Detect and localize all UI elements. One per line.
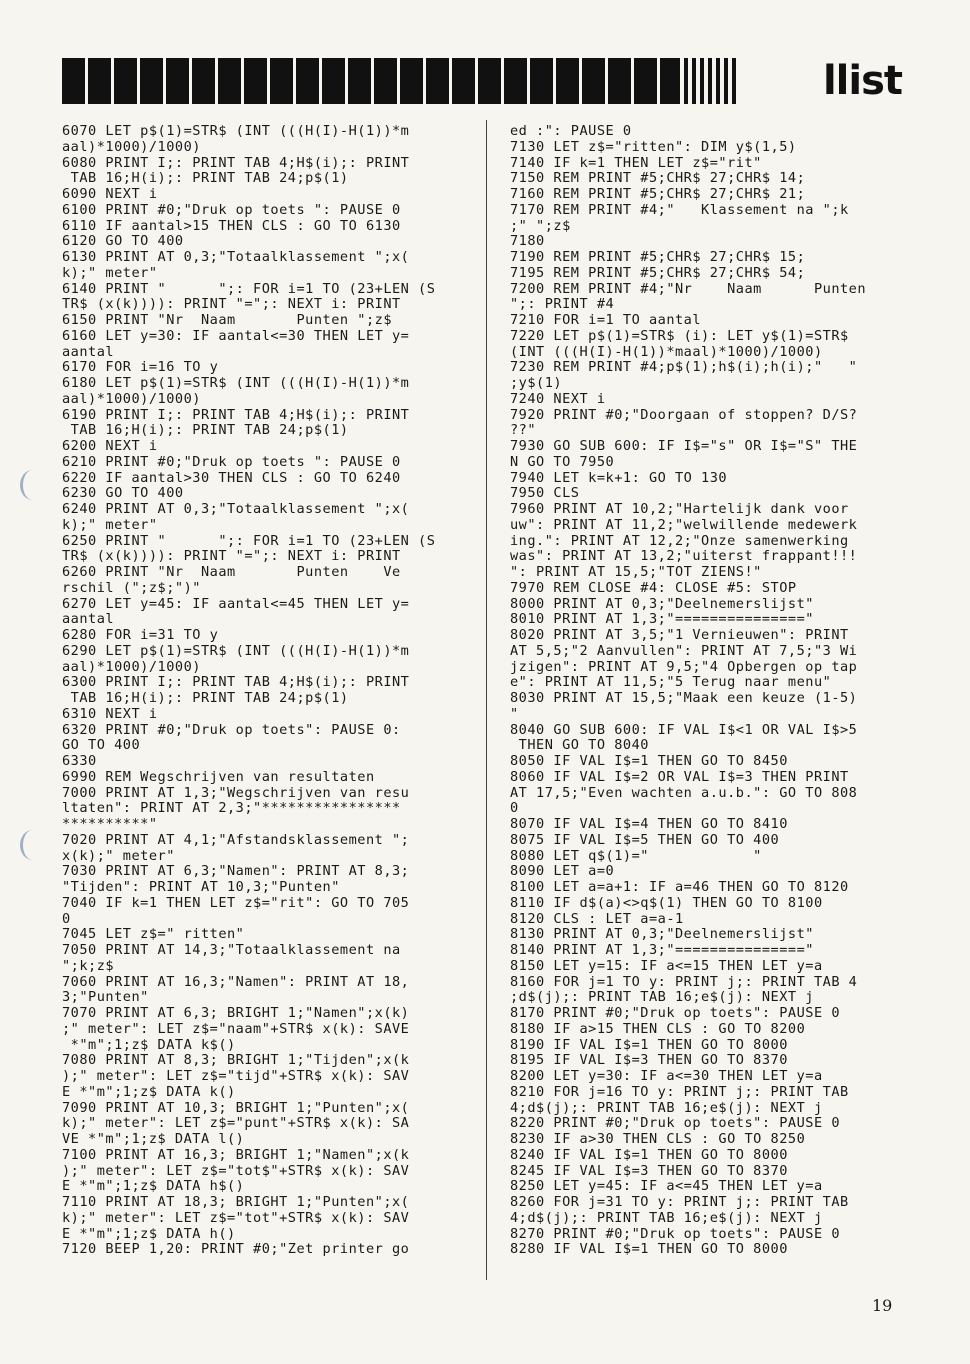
code-line: 8140 PRINT AT 1,3;"===============" bbox=[510, 942, 814, 958]
code-line: ;d$(j);: PRINT TAB 16;e$(j): NEXT j bbox=[510, 989, 814, 1006]
code-line: 6080 PRINT I;: PRINT TAB 4;H$(i);: PRINT bbox=[62, 154, 410, 171]
code-line: VE *"m";1;z$ DATA l() bbox=[62, 1131, 245, 1147]
punch-hole-mark bbox=[20, 470, 45, 500]
code-line: 6140 PRINT " ";: FOR i=1 TO (23+LEN (S bbox=[62, 280, 436, 297]
code-line: ";: PRINT #4 bbox=[510, 296, 615, 313]
page-header bbox=[62, 58, 902, 104]
code-line: ;y$(1) bbox=[510, 375, 563, 391]
code-line: 8080 LET q$(1)=" " bbox=[510, 847, 762, 864]
code-line: 7230 REM PRINT #4;p$(1);h$(i);h(i);" " bbox=[510, 359, 858, 376]
code-line: 6300 PRINT I;: PRINT TAB 4;H$(i);: PRINT bbox=[62, 674, 410, 691]
code-line: AT 5,5;"2 Aanvullen": PRINT AT 7,5;"3 Wi bbox=[510, 642, 858, 659]
code-line: k);" meter" bbox=[62, 516, 158, 533]
code-line: 7090 PRINT AT 10,3; BRIGHT 1;"Punten";x( bbox=[62, 1099, 410, 1116]
code-line: ;" ";z$ bbox=[510, 217, 571, 234]
code-line: 7170 REM PRINT #4;" Klassement na ";k bbox=[510, 201, 849, 218]
code-line: 6180 LET p$(1)=STR$ (INT (((H(I)-H(1))*m bbox=[62, 375, 410, 391]
code-line: 6230 GO TO 400 bbox=[62, 485, 184, 502]
header-bar-graphic-thin bbox=[676, 58, 736, 104]
code-line: ltaten": PRINT AT 2,3;"**************** bbox=[62, 800, 401, 817]
code-line: );" meter": LET z$="tijd"+STR$ x(k): SAV bbox=[62, 1068, 410, 1084]
code-line: 6210 PRINT #0;"Druk op toets ": PAUSE 0 bbox=[62, 453, 401, 470]
column-divider bbox=[486, 120, 487, 1280]
code-line: 4;d$(j);: PRINT TAB 16;e$(j): NEXT j bbox=[510, 1209, 823, 1226]
code-line: 8010 PRINT AT 1,3;"===============" bbox=[510, 611, 814, 628]
code-line: 6990 REM Wegschrijven van resultaten bbox=[62, 768, 375, 785]
code-line: E *"m";1;z$ DATA h$() bbox=[62, 1178, 245, 1195]
code-line: k);" meter": LET z$="punt"+STR$ x(k): SA bbox=[62, 1115, 410, 1132]
code-line: 3;"Punten" bbox=[62, 989, 149, 1006]
code-line: ing.": PRINT AT 12,2;"Onze samenwerking bbox=[510, 532, 849, 549]
code-line: *"m";1;z$ DATA k$() bbox=[62, 1036, 236, 1053]
code-line: 8050 IF VAL I$=1 THEN GO TO 8450 bbox=[510, 753, 788, 769]
code-line: 6160 LET y=30: IF aantal<=30 THEN LET y= bbox=[62, 327, 410, 344]
listing-left-column bbox=[62, 124, 452, 1258]
code-line: 7920 PRINT #0;"Doorgaan of stoppen? D/S? bbox=[510, 406, 858, 423]
code-line: 8100 LET a=a+1: IF a=46 THEN GO TO 8120 bbox=[510, 879, 849, 895]
code-line: 7210 FOR i=1 TO aantal bbox=[510, 312, 702, 328]
page-number: 19 bbox=[872, 1296, 893, 1315]
code-line: k);" meter" bbox=[62, 264, 158, 281]
code-line: 8130 PRINT AT 0,3;"Deelnemerslijst" bbox=[510, 926, 814, 943]
code-line: 7050 PRINT AT 14,3;"Totaalklassement na bbox=[62, 942, 401, 958]
code-line: **********" bbox=[62, 816, 158, 832]
punch-hole-mark bbox=[20, 830, 45, 860]
code-line: 6070 LET p$(1)=STR$ (INT (((H(I)-H(1))*m bbox=[62, 123, 410, 139]
code-line: ??" bbox=[510, 422, 537, 439]
code-line: jzigen": PRINT AT 9,5;"4 Opbergen op tap bbox=[510, 658, 858, 675]
code-line: 7060 PRINT AT 16,3;"Namen": PRINT AT 18, bbox=[62, 973, 410, 990]
code-line: 7110 PRINT AT 18,3; BRIGHT 1;"Punten";x( bbox=[62, 1194, 410, 1210]
code-line: 7070 PRINT AT 6,3; BRIGHT 1;"Namen";x(k) bbox=[62, 1005, 410, 1021]
code-line: 8070 IF VAL I$=4 THEN GO TO 8410 bbox=[510, 816, 788, 832]
code-line: 6290 LET p$(1)=STR$ (INT (((H(I)-H(1))*m bbox=[62, 642, 410, 659]
code-line: 6280 FOR i=31 TO y bbox=[62, 627, 219, 643]
code-line: rschil (";z$;")" bbox=[62, 579, 201, 596]
code-line: 7180 bbox=[510, 233, 545, 250]
header-bar-graphic bbox=[62, 58, 676, 104]
code-line: 7160 REM PRINT #5;CHR$ 27;CHR$ 21; bbox=[510, 186, 806, 202]
code-line: 8240 IF VAL I$=1 THEN GO TO 8000 bbox=[510, 1146, 788, 1163]
code-line: 7940 LET k=k+1: GO TO 130 bbox=[510, 469, 728, 486]
code-line: 7200 REM PRINT #4;"Nr Naam Punten bbox=[510, 280, 867, 297]
code-line: AT 17,5;"Even wachten a.u.b.": GO TO 808 bbox=[510, 784, 858, 801]
code-line: 8195 IF VAL I$=3 THEN GO TO 8370 bbox=[510, 1052, 788, 1069]
code-line: E *"m";1;z$ DATA h() bbox=[62, 1225, 236, 1242]
code-line: 7220 LET p$(1)=STR$ (i): LET y$(1)=STR$ bbox=[510, 327, 849, 344]
code-line: 7970 REM CLOSE #4: CLOSE #5: STOP bbox=[510, 579, 797, 596]
code-line: E *"m";1;z$ DATA k() bbox=[62, 1083, 236, 1100]
code-line: 7240 NEXT i bbox=[510, 390, 606, 407]
code-line: 4;d$(j);: PRINT TAB 16;e$(j): NEXT j bbox=[510, 1099, 823, 1116]
code-line: TAB 16;H(i);: PRINT TAB 24;p$(1) bbox=[62, 170, 349, 187]
code-line: 8040 GO SUB 600: IF VAL I$<1 OR VAL I$>5 bbox=[510, 721, 858, 738]
code-line: 0 bbox=[510, 800, 519, 817]
code-line: 8250 LET y=45: IF a<=45 THEN LET y=a bbox=[510, 1178, 823, 1195]
code-line: 7150 REM PRINT #5;CHR$ 27;CHR$ 14; bbox=[510, 170, 806, 187]
code-line: 8280 IF VAL I$=1 THEN GO TO 8000 bbox=[510, 1241, 788, 1258]
code-line: 6090 NEXT i bbox=[62, 186, 158, 202]
code-line: 8020 PRINT AT 3,5;"1 Vernieuwen": PRINT bbox=[510, 627, 849, 643]
code-line: 6100 PRINT #0;"Druk op toets ": PAUSE 0 bbox=[62, 201, 401, 218]
code-line: );" meter": LET z$="tot$"+STR$ x(k): SAV bbox=[62, 1162, 410, 1179]
code-line: TAB 16;H(i);: PRINT TAB 24;p$(1) bbox=[62, 422, 349, 439]
code-line: aal)*1000)/1000) bbox=[62, 390, 201, 407]
code-line: 7190 REM PRINT #5;CHR$ 27;CHR$ 15; bbox=[510, 249, 806, 265]
code-line: ": PRINT AT 15,5;"TOT ZIENS!" bbox=[510, 564, 762, 580]
code-line: 6270 LET y=45: IF aantal<=45 THEN LET y= bbox=[62, 595, 410, 612]
code-line: uw": PRINT AT 11,2;"welwillende medewerk bbox=[510, 516, 858, 533]
code-line: 6200 NEXT i bbox=[62, 438, 158, 454]
code-line: aal)*1000)/1000) bbox=[62, 658, 201, 675]
code-line: 6320 PRINT #0;"Druk op toets": PAUSE 0: bbox=[62, 721, 401, 738]
code-line: 8000 PRINT AT 0,3;"Deelnemerslijst" bbox=[510, 595, 814, 612]
code-line: 6330 bbox=[62, 753, 97, 769]
code-line: 7950 CLS bbox=[510, 485, 580, 502]
code-line: 8170 PRINT #0;"Druk op toets": PAUSE 0 bbox=[510, 1005, 840, 1021]
code-line: 8220 PRINT #0;"Druk op toets": PAUSE 0 bbox=[510, 1115, 840, 1132]
code-line: 8075 IF VAL I$=5 THEN GO TO 400 bbox=[510, 831, 780, 848]
code-line: aantal bbox=[62, 611, 115, 628]
code-line: 7040 IF k=1 THEN LET z$="rit": GO TO 705 bbox=[62, 894, 410, 911]
code-line: 7045 LET z$=" ritten" bbox=[62, 926, 245, 943]
code-line: 6220 IF aantal>30 THEN CLS : GO TO 6240 bbox=[62, 469, 401, 486]
code-line: 7020 PRINT AT 4,1;"Afstandsklassement "; bbox=[62, 831, 410, 848]
code-line: 7960 PRINT AT 10,2;"Hartelijk dank voor bbox=[510, 501, 849, 517]
code-line: 6130 PRINT AT 0,3;"Totaalklassement ";x( bbox=[62, 249, 410, 265]
code-line: 6250 PRINT " ";: FOR i=1 TO (23+LEN (S bbox=[62, 532, 436, 549]
code-line: 6110 IF aantal>15 THEN CLS : GO TO 6130 bbox=[62, 217, 401, 234]
code-line: aal)*1000)/1000) bbox=[62, 138, 201, 155]
code-line: 8110 IF d$(a)<>q$(1) THEN GO TO 8100 bbox=[510, 894, 823, 911]
code-line: k);" meter": LET z$="tot"+STR$ x(k): SAV bbox=[62, 1209, 410, 1226]
code-line: 6310 NEXT i bbox=[62, 705, 158, 722]
code-line: " bbox=[510, 705, 519, 722]
code-line: ";k;z$ bbox=[62, 957, 115, 974]
code-line: 8245 IF VAL I$=3 THEN GO TO 8370 bbox=[510, 1162, 788, 1179]
code-line: TAB 16;H(i);: PRINT TAB 24;p$(1) bbox=[62, 690, 349, 706]
code-line: 7130 LET z$="ritten": DIM y$(1,5) bbox=[510, 138, 797, 155]
code-line: 8150 LET y=15: IF a<=15 THEN LET y=a bbox=[510, 957, 823, 974]
code-line: x(k);" meter" bbox=[62, 847, 175, 864]
code-line: 8060 IF VAL I$=2 OR VAL I$=3 THEN PRINT bbox=[510, 768, 849, 785]
code-line: THEN GO TO 8040 bbox=[510, 737, 649, 754]
code-line: 7195 REM PRINT #5;CHR$ 27;CHR$ 54; bbox=[510, 264, 806, 281]
code-line: aantal bbox=[62, 343, 115, 360]
code-line: 8200 LET y=30: IF a<=30 THEN LET y=a bbox=[510, 1068, 823, 1084]
code-line: 6190 PRINT I;: PRINT TAB 4;H$(i);: PRINT bbox=[62, 406, 410, 423]
code-line: N GO TO 7950 bbox=[510, 453, 615, 470]
code-line: 8120 CLS : LET a=a-1 bbox=[510, 910, 684, 927]
code-line: 0 bbox=[62, 910, 71, 927]
code-line: ed :": PAUSE 0 bbox=[510, 123, 632, 139]
code-line: 8190 IF VAL I$=1 THEN GO TO 8000 bbox=[510, 1036, 788, 1053]
code-line: 8090 LET a=0 bbox=[510, 863, 615, 880]
code-line: 8270 PRINT #0;"Druk op toets": PAUSE 0 bbox=[510, 1225, 840, 1242]
code-line: 7000 PRINT AT 1,3;"Wegschrijven van resu bbox=[62, 784, 410, 801]
listing-right-column bbox=[510, 124, 905, 1258]
code-line: 8230 IF a>30 THEN CLS : GO TO 8250 bbox=[510, 1131, 806, 1147]
code-line: 6170 FOR i=16 TO y bbox=[62, 359, 219, 376]
section-tag: llist bbox=[822, 58, 902, 104]
code-line: e": PRINT AT 11,5;"5 Terug naar menu" bbox=[510, 674, 832, 691]
code-line: 8180 IF a>15 THEN CLS : GO TO 8200 bbox=[510, 1020, 806, 1037]
code-line: 8160 FOR j=1 TO y: PRINT j;: PRINT TAB 4 bbox=[510, 973, 858, 990]
code-line: 7140 IF k=1 THEN LET z$="rit" bbox=[510, 154, 762, 171]
code-line: TR$ (x(k)))): PRINT "=";: NEXT i: PRINT bbox=[62, 548, 401, 565]
code-line: 6240 PRINT AT 0,3;"Totaalklassement ";x( bbox=[62, 501, 410, 517]
code-line: 7080 PRINT AT 8,3; BRIGHT 1;"Tijden";x(k bbox=[62, 1052, 410, 1069]
code-line: 7030 PRINT AT 6,3;"Namen": PRINT AT 8,3; bbox=[62, 863, 410, 880]
code-line: 8030 PRINT AT 15,5;"Maak een keuze (1-5) bbox=[510, 690, 858, 706]
code-line: GO TO 400 bbox=[62, 737, 141, 754]
code-line: 6150 PRINT "Nr Naam Punten ";z$ bbox=[62, 312, 392, 328]
code-line: "Tijden": PRINT AT 10,3;"Punten" bbox=[62, 879, 340, 895]
code-line: 8210 FOR j=16 TO y: PRINT j;: PRINT TAB bbox=[510, 1083, 849, 1100]
code-line: (INT (((H(I)-H(1))*maal)*1000)/1000) bbox=[510, 343, 823, 360]
code-line: 6120 GO TO 400 bbox=[62, 233, 184, 250]
code-line: 7930 GO SUB 600: IF I$="s" OR I$="S" THE bbox=[510, 438, 858, 454]
code-line: was": PRINT AT 13,2;"uiterst frappant!!! bbox=[510, 548, 858, 565]
code-line: 6260 PRINT "Nr Naam Punten Ve bbox=[62, 564, 401, 580]
code-line: 8260 FOR j=31 TO y: PRINT j;: PRINT TAB bbox=[510, 1194, 849, 1210]
code-line: 7120 BEEP 1,20: PRINT #0;"Zet printer go bbox=[62, 1241, 410, 1258]
code-line: 7100 PRINT AT 16,3; BRIGHT 1;"Namen";x(k bbox=[62, 1146, 410, 1163]
code-line: ;" meter": LET z$="naam"+STR$ x(k): SAVE bbox=[62, 1020, 410, 1037]
code-line: TR$ (x(k)))): PRINT "=";: NEXT i: PRINT bbox=[62, 296, 401, 313]
